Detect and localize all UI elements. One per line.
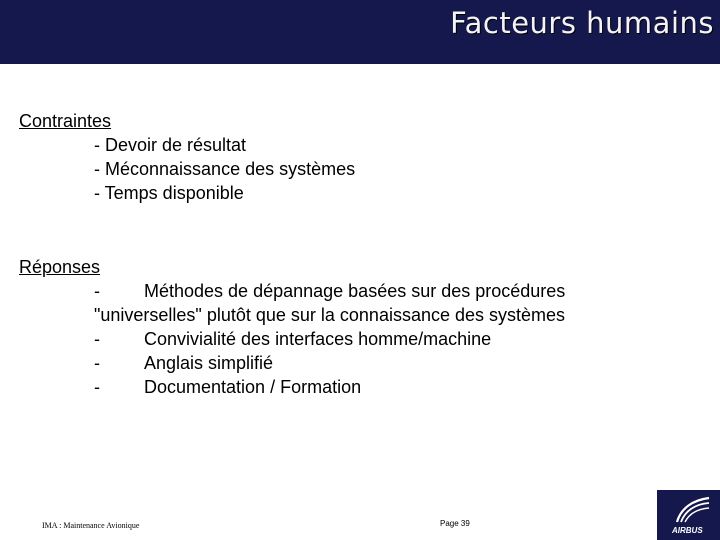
page-number: Page 39 bbox=[440, 519, 470, 528]
contraintes-heading: Contraintes bbox=[19, 111, 112, 131]
contrainte-item: - Temps disponible bbox=[94, 183, 244, 203]
slide-title: Facteurs humains bbox=[450, 6, 714, 40]
contrainte-item: - Devoir de résultat bbox=[94, 135, 247, 155]
reponse-item: Convivialité des interfaces homme/machine bbox=[144, 329, 492, 349]
reponse-dash: - bbox=[94, 281, 100, 301]
airbus-logo bbox=[657, 490, 720, 540]
reponses-heading: Réponses bbox=[19, 257, 101, 277]
title-bar bbox=[0, 0, 720, 64]
airbus-logo-text: AIRBUS bbox=[672, 526, 703, 535]
reponse-item: Anglais simplifié bbox=[144, 353, 274, 373]
contrainte-item: - Méconnaissance des systèmes bbox=[94, 159, 356, 179]
footer-course-label: IMA : Maintenance Avionique bbox=[42, 521, 140, 530]
reponse-dash: - bbox=[94, 353, 100, 373]
reponse-item: Méthodes de dépannage basées sur des procédures bbox=[144, 281, 566, 301]
reponse-dash: - bbox=[94, 377, 100, 397]
airbus-swoosh-icon bbox=[671, 496, 711, 524]
reponse-item-continuation: "universelles" plutôt que sur la connaissance des systèmes bbox=[94, 305, 566, 325]
reponse-item: Documentation / Formation bbox=[144, 377, 362, 397]
reponse-dash: - bbox=[94, 329, 100, 349]
